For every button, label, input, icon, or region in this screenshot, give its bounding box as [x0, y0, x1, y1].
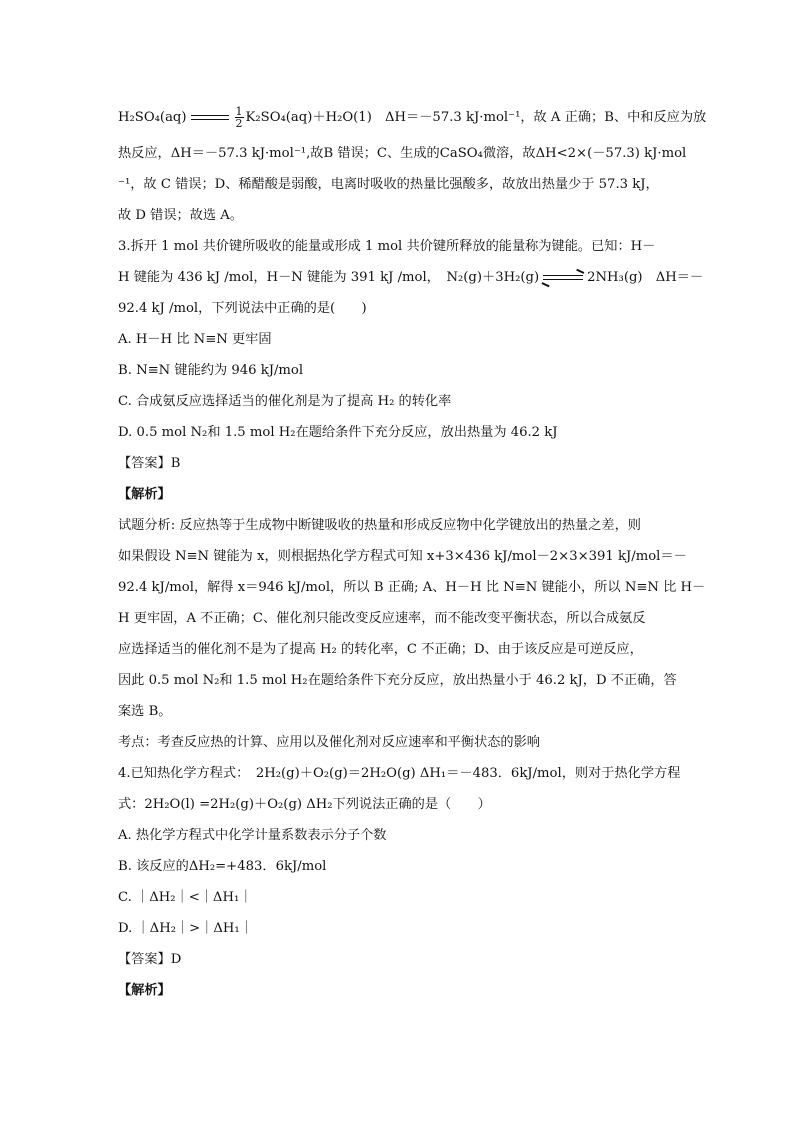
q4-option-c: C. ｜ΔH₂｜<｜ΔH₁｜	[118, 890, 253, 905]
q4-answer-label: 【答案】D	[118, 952, 182, 967]
analysis-line-2: 如果假设 N≡N 键能为 x，则根据热化学方程式可知 x+3×436 kJ/mol－2×3×391 kJ/mol＝－	[118, 549, 687, 564]
q4-analysis-heading: 【解析】	[118, 983, 171, 998]
question-3-stem: 3.拆开 1 mol 共价键所吸收的能量或形成 1 mol 共价键所释放的能量称为键能。已知：H－	[118, 239, 656, 254]
question-4-line-2: 式：2H₂O(l) =2H₂(g)＋O₂(g) ΔH₂下列说法正确的是（ ）	[118, 797, 491, 812]
equation-rest: K₂SO₄(aq)＋H₂O(1) ΔH＝－57.3 kJ·mol⁻¹，故 A 正确；B、中和反应为放	[245, 110, 707, 125]
reversible-arrow-icon	[543, 273, 583, 283]
text-line-3: ⁻¹，故 C 错误；D、稀醋酸是弱酸，电离时吸收的热量比强酸多，故放出热量少于 57.3 kJ，	[118, 177, 659, 192]
option-d: D. 0.5 mol N₂和 1.5 mol H₂在题给条件下充分反应，放出热量为 46.2 kJ	[118, 425, 558, 440]
analysis-line-3: 92.4 kJ/mol，解得 x＝946 kJ/mol，所以 B 正确; A、H－H 比 N≡N 键能小，所以 N≡N 比 H－	[118, 580, 706, 595]
exam-point: 考点：考查反应热的计算、应用以及催化剂对反应速率和平衡状态的影响	[118, 735, 540, 750]
text-line-2: 热反应，ΔH＝－57.3 kJ·mol⁻¹,故B 错误；C、生成的CaSO₄微溶，故ΔH<2×(－57.3) kJ·mol	[118, 146, 687, 161]
question-4-stem: 4.已知热化学方程式： 2H₂(g)＋O₂(g)＝2H₂O(g) ΔH₁＝－483．6kJ/mol，则对于热化学方程	[118, 766, 681, 781]
q4-option-b: B. 该反应的ΔH₂=+483．6kJ/mol	[118, 859, 327, 874]
equals-arrow-icon	[191, 114, 229, 122]
analysis-line-6: 因此 0.5 mol N₂和 1.5 mol H₂在题给条件下充分反应，放出热量小于 46.2 kJ，D 不正确，答	[118, 673, 677, 688]
question-3-line-3: 92.4 kJ /mol，下列说法中正确的是( )	[118, 301, 367, 316]
question-3-line-2: H 键能为 436 kJ /mol，H－N 键能为 391 kJ /mol， N₂(g)＋3H₂(g) 2NH₃(g) ΔH＝－	[118, 270, 704, 285]
text-line-4: 故 D 错误；故选 A。	[118, 208, 243, 223]
analysis-line-4: H 更牢固，A 不正确；C、催化剂只能改变反应速率，而不能改变平衡状态，所以合成氨反	[118, 611, 646, 626]
option-c: C. 合成氨反应选择适当的催化剂是为了提高 H₂ 的转化率	[118, 394, 452, 409]
fraction: $\frac{1}{2}$	[235, 105, 243, 130]
analysis-line-1: 试题分析: 反应热等于生成物中断键吸收的热量和形成反应物中化学键放出的热量之差，则	[118, 518, 641, 533]
analysis-line-7: 案选 B。	[118, 704, 172, 719]
option-b: B. N≡N 键能约为 946 kJ/mol	[118, 363, 304, 378]
option-a: A. H－H 比 N≡N 更牢固	[118, 332, 272, 347]
answer-label: 【答案】B	[118, 456, 181, 471]
q4-option-a: A. 热化学方程式中化学计量系数表示分子个数	[118, 828, 387, 843]
q4-option-d: D. ｜ΔH₂｜>｜ΔH₁｜	[118, 921, 253, 936]
text-line-1	[118, 106, 706, 129]
equation-reactant: H₂SO₄(aq)	[118, 110, 187, 125]
analysis-heading: 【解析】	[118, 487, 171, 502]
analysis-line-5: 应选择适当的催化剂不是为了提高 H₂ 的转化率，C 不正确；D、由于该反应是可逆反应，	[118, 642, 643, 657]
